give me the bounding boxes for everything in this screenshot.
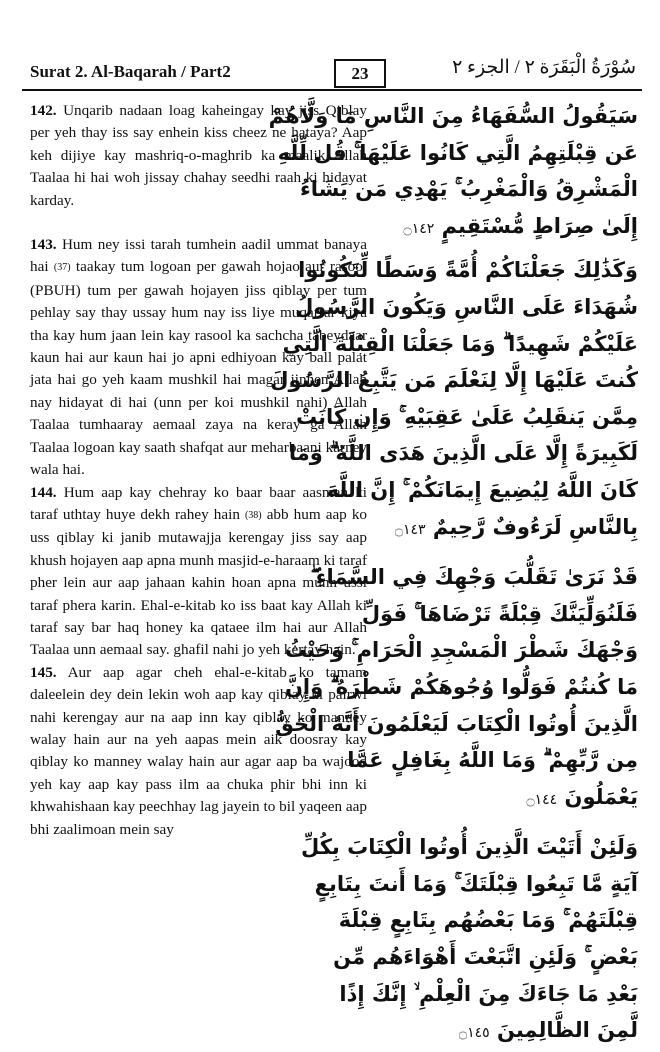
surah-title: Surat 2. Al-Baqarah / Part2	[30, 62, 231, 81]
verse-text: Hum ney issi tarah tumhein aadil ummat banaya hai	[30, 236, 368, 276]
arabic-line: قَدْ نَرَىٰ تَقَلُّبَ وَجْهِكَ فِي السَّمَاءِ ۖ	[310, 565, 638, 590]
arabic-line: مَا كُنتُمْ فَوَلُّوا وُجُوهَكُمْ شَطْرَهُ ۗ وَإِنَّ	[284, 674, 638, 699]
arabic-line	[380, 1012, 638, 1049]
arabic-line: وَجْهَكَ شَطْرَ الْمَسْجِدِ الْحَرَامِ ۚ وَحَيْثُ	[285, 638, 638, 663]
arabic-line: وَكَذَٰلِكَ جَعَلْنَاكُمْ أُمَّةً وَسَطًا لِّتَكُونُوا	[298, 258, 638, 283]
verse-number: 145.	[30, 663, 57, 681]
arabic-line: شُهَدَاءَ عَلَى النَّاسِ وَيَكُونَ الرَّسُولُ	[295, 294, 638, 319]
arabic-line: الْمَشْرِقُ وَالْمَغْرِبُ ۚ يَهْدِي مَن يَشَاءُ	[300, 177, 638, 202]
footnote-ref: (38)	[244, 509, 262, 521]
aya-end-icon: ۝١٤٢	[403, 220, 435, 237]
verse-number: 143.	[30, 236, 57, 254]
verse-text: taakay tum logoan per gawah hojao aur rasool (PBUH) tum per gawah hojayen jiss qiblay per tum pehlay say thay ussay hum nay iss liye muqarrar kiya tha kay hum jaan lein kay rasool ka sachcha tabeydaar kaun hai aur kaun hai jo apni edhiyoan kay ball palat jata hai go yeh kaam mushkil hai magar jinhen Allah nay hidayat di hai (unn per koi mushkil nahi) Allah Taalaa tumhaaray aemaal zaya na keray ga Allah Taalaa logoan kay saath shafqat aur meharbaani karney wala hai.	[30, 258, 368, 479]
arabic-line: فَلَنُوَلِّيَنَّكَ قِبْلَةً تَرْضَاهَا ۚ فَوَلِّ	[361, 601, 638, 626]
arabic-text: إِلَىٰ صِرَاطٍ مُّسْتَقِيمٍ	[441, 213, 638, 238]
footnote-ref: (37)	[53, 262, 71, 274]
aya-end-icon: ۝١٤٥	[458, 1025, 490, 1042]
arabic-line: عَلَيْكُمْ شَهِيدًا ۗ وَمَا جَعَلْنَا الْقِبْلَةَ الَّتِي	[282, 331, 638, 356]
arabic-line: عَن قِبْلَتِهِمُ الَّتِي كَانُوا عَلَيْهَا ۚ قُل لِّلَّهِ	[277, 140, 638, 165]
aya-end-icon: ۝١٤٤	[526, 791, 558, 808]
arabic-line: كُنتَ عَلَيْهَا إِلَّا لِنَعْلَمَ مَن يَتَّبِعُ الرَّسُولَ	[270, 368, 638, 393]
arabic-verse-143	[270, 252, 638, 545]
verse-number: 144.	[30, 483, 57, 501]
arabic-line: الَّذِينَ أُوتُوا الْكِتَابَ لَيَعْلَمُونَ أَنَّهُ الْحَقُّ	[275, 711, 638, 736]
header-divider	[22, 89, 642, 91]
arabic-column	[268, 98, 638, 1049]
arabic-text: بِالنَّاسِ لَرَءُوفٌ رَّحِيمٌ	[432, 514, 638, 539]
arabic-verse-144	[275, 559, 638, 815]
aya-end-icon: ۝١٤٣	[394, 521, 426, 538]
page-number: 23	[334, 59, 386, 88]
arabic-line	[380, 208, 638, 245]
verse-text: Hum aap kay chehray ko baar baar aasman ki taraf uthtay huye dekh rahey hain	[30, 483, 368, 523]
arabic-text: لَّمِنَ الظَّالِمِينَ	[496, 1018, 638, 1043]
verse-text: Aur aap agar cheh ehal-e-kitab ko tamam daleelein dey dein lekin woh aap kay qiblay ki pairwi nahi kerengay aur na aap inn kay qiblay ko manney walay hain aur na yeh aapas mein aik doosray kay qiblay ko manney walay hain aur agar aap ba wajood yeh kay aap kay pass ilm aa chuka phir bhi inn ki khwahishaan kay peechhay lag jayein to bil yaqeen aap bhi zaalimoan mein say	[30, 663, 367, 838]
arabic-line: مِن رَّبِّهِمْ ۗ وَمَا اللَّهُ بِغَافِلٍ عَمَّا	[347, 748, 638, 773]
verse-text: Unqarib nadaan loag kaheingay kay jiss Qiblay per yeh thay iss say enhein kiss cheez ne hataya? Aap keh dijiye kay mashriq-o-maghrib ka maalik Allah Taalaa hi hai woh jissay chahay seedhi raah ki hidayat karday.	[30, 102, 368, 209]
arabic-line: بَعْدِ مَا جَاءَكَ مِنَ الْعِلْمِ ۙ إِنَّكَ إِذًا	[339, 981, 638, 1006]
arabic-line: قِبْلَتَهُمْ ۚ وَمَا بَعْضُهُم بِتَابِعٍ قِبْلَةَ	[338, 908, 638, 933]
arabic-line: آيَةٍ مَّا تَبِعُوا قِبْلَتَكَ ۚ وَمَا أَنتَ بِتَابِعٍ	[314, 871, 638, 896]
arabic-line	[380, 509, 638, 546]
verse-number: 142.	[30, 102, 57, 119]
arabic-line: سَيَقُولُ السُّفَهَاءُ مِنَ النَّاسِ مَا وَلَّاهُمْ	[268, 104, 638, 128]
verse-text: abb hum aap ko uss qiblay ki janib mutawajja kerengay jiss say aap khush hojayen aap apna munh masjid-e-haraam ki taraf pher lein aur aap jahaan kahin hoan apna munh ussi taraf phera karin. Ehal-e-kitab ko iss baat kay Allah ki taraf say bar haq honey ka qataee ilm hai aur Allah Taalaa unn aemaal say. ghafil nahi jo yeh kertay hain.	[30, 505, 368, 659]
arabic-line: لَكَبِيرَةً إِلَّا عَلَى الَّذِينَ هَدَى اللَّهُ ۗ وَمَا	[288, 441, 638, 466]
arabic-line: مِمَّن يَنقَلِبُ عَلَىٰ عَقِبَيْهِ ۚ وَإِن كَانَتْ	[295, 404, 638, 429]
page-header	[22, 0, 642, 96]
arabic-line: كَانَ اللَّهُ لِيُضِيعَ إِيمَانَكُمْ ۚ إِنَّ اللَّهَ	[326, 477, 638, 502]
arabic-verse-142	[268, 98, 638, 244]
arabic-surah-title: سُوْرَةُ الْبَقَرَة ٢ / الجزء ٢	[452, 57, 636, 78]
arabic-line	[380, 779, 638, 816]
arabic-line: بَعْضٍ ۚ وَلَئِنِ اتَّبَعْتَ أَهْوَاءَهُم مِّن	[333, 945, 638, 970]
arabic-verse-145	[300, 829, 638, 1049]
arabic-line: وَلَئِنْ أَتَيْتَ الَّذِينَ أُوتُوا الْكِتَابَ بِكُلِّ	[300, 835, 638, 860]
arabic-text: يَعْمَلُونَ	[564, 784, 638, 809]
